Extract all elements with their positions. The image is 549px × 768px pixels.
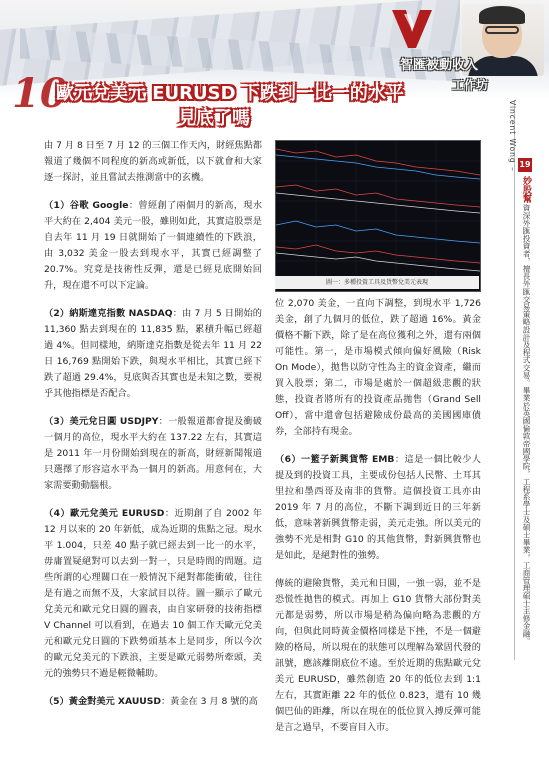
- section-title: （4）歐元兌美元 EURUSD: [44, 508, 165, 519]
- section-title: （6）一籃子新興貨幣 EMB: [275, 454, 395, 465]
- section-eurusd: [44, 506, 262, 682]
- forex-chart-image: [275, 140, 481, 292]
- section-title: （5）黃金對美元 XAUUSD: [44, 696, 161, 707]
- article-title-line2: 見底了嗎: [178, 108, 250, 129]
- issue-number: 10: [12, 70, 68, 117]
- section-body: ：曾經創了兩個月的新高，現水平大約在 2,404 美元一股，雖則如此，其實這股票是自去年 11 月 19 日就開始了一個連續性的下跌浪，由 3,032 美金一股去到現水平，其實已經調整了 20.7%。究竟是技術性反彈，還是已經見底開始回升，現在還不可以下定論。: [44, 200, 263, 291]
- section-usdjpy: [44, 414, 262, 494]
- section-nasdaq: [44, 306, 262, 402]
- column-name: 智匯被動收入: [400, 58, 479, 73]
- article-column-right: [275, 296, 481, 748]
- v-logo-icon: [390, 6, 434, 50]
- section-emb: [275, 452, 481, 564]
- author-bio: 資深外匯投資者，擅長外匯交易策略設計及程式交易。畢業於英國倫敦帝國學院，工程系學士及碩士畢業，工商管理碩士主修金融。: [522, 204, 531, 645]
- section-google: [44, 198, 262, 294]
- section-body: ：由 7 月 5 日開始的 11,360 點去到現在的 11,835 點，累積升幅已經超過 4%。但同樣地，納斯達克指數是從去年 11 月 22 日 16,769 點開始下跌，與現水平相比，其實已經下跌了超過 29.4%，見底與否其實也是未知之數，要視乎其他指標是否配合。: [44, 308, 262, 399]
- section-xauusd: [44, 694, 262, 710]
- article-column-left: [44, 138, 262, 722]
- article-title-line1: 歐元兌美元 EURUSD 下跌到一比一的水平: [56, 83, 404, 104]
- section-xauusd-continued: 位 2,070 美金，一直向下調整，到現水平 1,726 美金，創了九個月的低位，跌了超過 16%。黃金價格不斷下跌，除了是在高位獲利之外，還有兩個可能性。第一，是市場模式傾向偏好風險（Risk On Mode），拋售以防守性為主的資金資產，繼而買入股票；第二，市場是處於一個超級悲觀的狀態，投資者將所有的投資產品拋售（Grand Sell Off），當中還會包括避險成份最高的美國國庫債券，全部持有現金。: [275, 298, 481, 437]
- article-intro: 由 7 月 8 日至 7 月 12 的三個工作天內，財經焦點都報道了幾個不同程度的新高或新低，以下就會和大家逐一探討，並且嘗試去推測當中的玄機。: [44, 140, 262, 183]
- article-closing: 傳統的避險貨幣，美元和日圓，一強一弱，並不是恐慌性拋售的模式。再加上 G10 貨幣大部份對美元都是弱勢，所以市場是稍為偏向略為悲觀的方向，但與此同時黃金價格同樣是下挫，不是一個避險的格局，所以現在的狀態可以理解為鞏固代發的訊號，應該離開底位不遠。至於近期的焦點歐元兌美元 EURUSD，雖然創造 20 年的低位去到 1:1 左右，其實距離 22 年的低位 0.823，還有 10 幾個巴仙的距離，所以在現在的低位買入搏反彈可能是言之過早，不要盲目入市。: [275, 578, 481, 733]
- chart-caption: 圖一：多種投資工具及貨幣兌美元表現: [275, 276, 479, 289]
- page-number: 19: [518, 158, 532, 172]
- section-body-start: ：黃金在 3 月 8 號的高: [160, 696, 258, 707]
- section-body: ：一般報道都會提及衝破一個月的高位，現水平大約在 137.22 左右，其實這是 2011 年一月份開始到現在的新高，財經新聞報道只選擇了形容這水平為一個月的新高。用意何在，大家需要動動腦根。: [44, 416, 262, 491]
- author-name-latin: Vincent Wong –: [508, 100, 517, 172]
- section-label: 妙股幫: [521, 176, 531, 203]
- section-title: （3）美元兌日圓 USDJPY: [44, 416, 159, 427]
- section-title: （2）納斯達克指數 NASDAQ: [44, 308, 173, 319]
- section-title: （1）谷歌 Google: [44, 200, 129, 211]
- section-body: ：近期創了自 2002 年 12 月以來的 20 年新低，成為近期的焦點之冠。現水平 1.004，只差 40 點子就已經去到一比一的水平，毋庸置疑絕對可以去到一對一，只是時間的問題。這些所謂的心理關口在一般情況下絕對都能衝破，往往是有過之而無不及，大家試目以待。圖一顯示了歐元兌美元和歐元兌日圓的圖表，由自家研發的技術指標 V Channel 可以看到，在過去 10 個工作天歐元兌美元和歐元兌日圓的下跌勢頭基本上是同步，所以今次的歐元兌美元的下跌浪，主要是歐元弱勢所牽頭，美元的強勢只不過是輕微輔助。: [44, 508, 262, 679]
- section-body: ：這是一個比較少人提及到的投資工具，主要成份包括人民幣、土耳其里拉和墨西哥及南非的貨幣。這個投資工具亦由 2019 年 7 月的高位，不斷下調到近日的三年新低，意味著新興貨幣走弱，美元走強。所以美元的強勢不光是相對 G10 的其他貨幣，對新興貨幣也是如此，是絕對性的強勢。: [275, 454, 481, 561]
- sidebar-rule: [514, 100, 515, 660]
- column-name-suffix: 工作坊: [452, 78, 489, 92]
